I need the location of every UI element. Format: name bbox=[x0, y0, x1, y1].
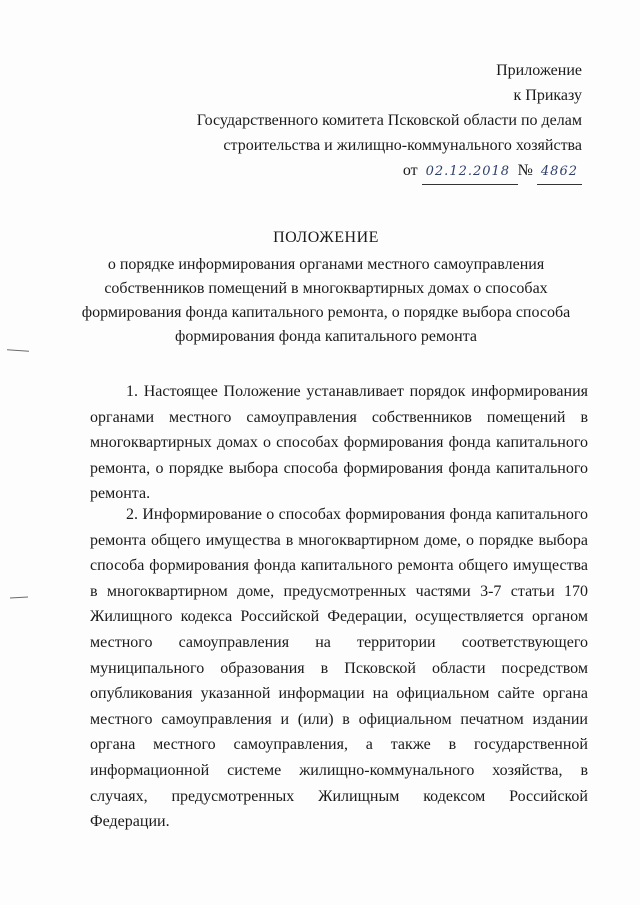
document-title-block bbox=[60, 226, 592, 349]
handwritten-date: 02.12.2018 bbox=[422, 159, 518, 185]
appendix-label: Приложение bbox=[496, 62, 582, 79]
scan-margin-mark bbox=[7, 349, 29, 352]
scan-margin-mark bbox=[10, 597, 28, 599]
handwritten-order-number: 4862 bbox=[537, 159, 582, 185]
appendix-header bbox=[197, 58, 582, 185]
paragraph-2: 2. Информирование о способах формирования фонда капитального ремонта общего имущества в многоквартирном доме, о порядке выбора способа формирования фонда капитального ремонта общего имущества в многоквартирном доме, предусмотренных частями 3-7 статьи 170 Жилищного кодекса Российской Федерации, осуществляется органом местного самоуправления на территории соответствующего муниципального образования в Псковской области посредством опубликования указанной информации на официальном сайте органа местного самоуправления и (или) в официальном печатном издании органа местного самоуправления, а также в государственной информационной системе жилищно-коммунального хозяйства, в случаях, предусмотренных Жилищным кодексом Российской Федерации. bbox=[90, 506, 588, 831]
committee-name-line2: строительства и жилищно-коммунального хозяйства bbox=[223, 137, 582, 154]
document-subtitle: о порядке информирования органами местного самоуправления собственников помещений в многоквартирных домах о способах формирования фонда капитального ремонта, о порядке выбора способа формирования фонда капитального ремонта bbox=[81, 256, 571, 345]
number-prefix: № bbox=[517, 162, 533, 179]
order-reference: к Приказу bbox=[513, 87, 582, 104]
paragraph-1: 1. Настоящее Положение устанавливает порядок информирования органами местного самоуправления собственников помещений в многоквартирных домах о способах формирования фонда капитального ремонта, о порядке выбора способа формирования фонда капитального ремонта. bbox=[90, 383, 588, 503]
document-title: ПОЛОЖЕНИЕ bbox=[273, 229, 379, 246]
committee-name-line1: Государственного комитета Псковской области по делам bbox=[196, 112, 582, 129]
date-prefix: от bbox=[402, 162, 418, 179]
order-date-number-line bbox=[197, 158, 582, 185]
